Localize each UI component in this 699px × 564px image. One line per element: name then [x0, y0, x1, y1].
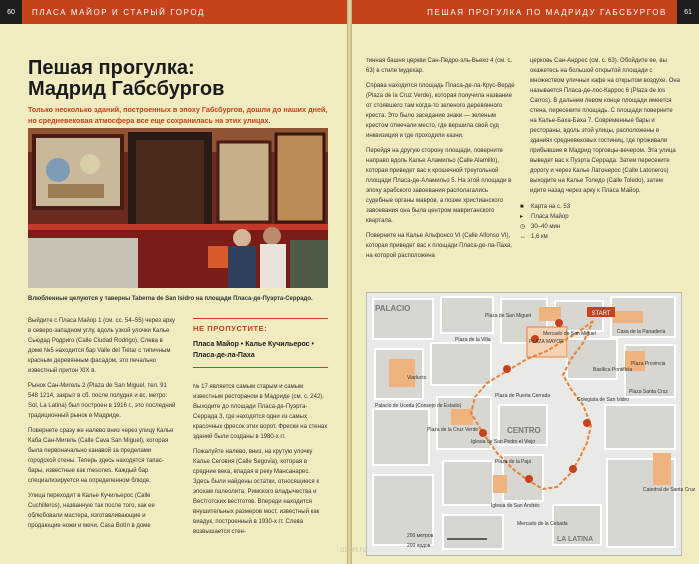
map-label: 200 метров	[407, 533, 434, 539]
map-label: START	[591, 311, 611, 317]
map-label: Iglesia de San Pedro el Viejo	[471, 439, 536, 445]
distance-icon: ↔	[520, 234, 526, 240]
paragraph: церковь Сан-Андрес (см. с. 63). Обойдите ее, вы окажетесь на большой открытой площади с множеством уличных кафе на открытом воздухе. Она называется Пласа-де-лос-Каррос 6 (Plaza de los Carros). В дальнем левом конце площади имеется стена, пересеките площадь. С площади поверните на Калье-Баха-Баха 7. Современные бары и рестораны, вдоль этой улицы, расположены в зданиях средневековых гостиниц, где проживали прибывшие в Мадрид торговцы-вечером. Эта улица выведет вас к Пуэрта Серрада. Затем пересеките дорогу и через Калье Латонерос (Calle Latoneros) выходите на Калье Толедо (Calle Toledo), затем идите назад через арку к Пласа Майор.	[530, 58, 681, 194]
map-label: Plaza de Puerta Cerrada	[495, 393, 551, 399]
info-row	[520, 212, 610, 222]
dont-miss-text: Пласа Майор • Калье Кучильерос • Пласа-де-ла-Паха	[193, 339, 328, 368]
dont-miss-header: НЕ ПРОПУСТИТЕ:	[193, 318, 328, 333]
map-label: Palacio de Uceda (Consejo de Estado)	[375, 403, 462, 409]
map-label: Plaza de San Miguel	[485, 313, 531, 319]
tavern-photo-illustration	[28, 128, 328, 288]
right-column-2	[530, 56, 680, 201]
map-label: Plaza de la Cruz Verde	[427, 427, 479, 433]
info-row	[520, 232, 610, 242]
page-title	[28, 58, 224, 100]
map-label: Iglesia de San Andrés	[491, 503, 540, 509]
map-label: Mercado de San Miguel	[543, 331, 596, 337]
map-illustration	[367, 293, 696, 555]
map-label: Basílica Pontificia	[593, 367, 633, 373]
paragraph: Поверните на Калье Альфонсо VI (Calle Alfonso VI), которая приведет вас к площади Пласа-де-ла-Паха, на которой расположена	[366, 233, 512, 259]
map-label: Plaza de la Villa	[455, 337, 491, 343]
title-line-1: Пешая прогулка:	[28, 57, 195, 79]
paragraph: Рынок Сан-Мигель 2 (Plaza de San Miguel, тел. 91 548 1214, закрыт в сб. после полудня и вс, метро: Sol, La Latina) был построен в 1916 г., это последний традиционный рынок в Мадриде.	[28, 383, 176, 419]
map-label: LA LATINA	[557, 536, 594, 543]
dont-miss-box	[193, 318, 328, 368]
walk-info	[520, 202, 610, 242]
map-label: Plaza Santa Cruz	[629, 389, 668, 395]
right-column-1	[366, 56, 516, 266]
photo-caption: Влюбленные целуются у таверны Taberna de San Isidro на площади Пласа-де-Пуэрта-Серрадо.	[28, 296, 313, 302]
map-label: Viaducto	[407, 375, 427, 381]
info-text: 1,6 км	[531, 234, 548, 240]
start-icon: ▸	[520, 214, 524, 220]
left-column-1	[28, 316, 178, 536]
page-number: 61	[677, 0, 699, 24]
running-header	[352, 0, 699, 24]
map-label: PALACIO	[375, 304, 411, 313]
map-label: Catedral de Santa Cruz	[643, 487, 696, 493]
map-label: Colegiata de San Isidro	[577, 397, 629, 403]
running-header	[0, 0, 347, 24]
map-label: CENTRO	[507, 426, 541, 435]
right-page	[352, 0, 699, 564]
paragraph: Повернете сразу же налево вниз через улицу Калье Каба Сан-Мигель (Calle Cava San Miguel), которая была первоначально канавой за пределами городской стены. Теперь здесь находятся тапас-бары, известные как mesones. Каждый бар специализируется на определенном блюде.	[28, 428, 174, 484]
paragraph: Пожалуйте налево, вниз, на крутую улочку Калье Сеговия (Calle Segovia), которая в средние века, впадая в реку Мансанарес. Здесь были найдены остатки, относящиеся к эпохам палеолита, Римского владычества и Вестготских вестготов. Впереди находится внушительных размеров мост, известный как виадук, построенный в 1930-х гг. Слева возвышается стен-	[193, 449, 320, 535]
paragraph: Выйдите с Пласа Майор 1 (см. сс. 54–55) через арку в северо-западном углу, вдоль узкой улочки Калье Сьюдад Родриго (Calle Ciudad Rodrigo). Слева в доме №5 находится бар Valle del Tiétar с типичным красным деревянным фасадом, это печально известный притон XIX в.	[28, 318, 176, 374]
running-head-text: ПЛАСА МАЙОР И СТАРЫЙ ГОРОД	[32, 7, 206, 17]
time-icon: ◷	[520, 224, 526, 230]
map-label: Mercado de la Cebada	[517, 521, 568, 527]
paragraph: № 17 является самым старым и самым известным рестораном в Мадриде (см. с. 242). Выходите до площади Пласа-де-Пуэрта-Серрада 3, где находятся одни из самых красочных фресок этих ворот. Фрески на стенах зданий были созданы в 1980-х гг.	[193, 384, 328, 440]
map-icon: ■	[520, 204, 524, 210]
map-label: Plaza Provincia	[631, 361, 666, 367]
map-label: Plaza de la Paja	[495, 459, 532, 465]
info-text: 30–40 мин	[531, 224, 561, 230]
info-row	[520, 222, 610, 232]
title-line-2: Мадрид Габсбургов	[28, 78, 225, 100]
paragraph: Улица переходит в Калье Кучильерос (Calle Cuchilleros), названную так после того, как ее облюбовали мастера, изготавливающие и продающие ножи и мечи. Casa Botín в доме	[28, 493, 155, 529]
walk-map	[366, 292, 696, 556]
running-head-text: ПЕШАЯ ПРОГУЛКА ПО МАДРИДУ ГАБСБУРГОВ	[427, 7, 667, 17]
paragraph: Перейдя на другую сторону площади, поверните направо вдоль Калье Аламильо (Calle Alamillo), которая приведет вас к крошечной треугольной площади Пласа-де-Аламильо 5. На этой площади в эпоху арабского завоевания располагались судебные органы мавров, а позже христианского завоевания она была центром мавританского квартала.	[366, 148, 512, 224]
map-label: 200 ярдов	[407, 543, 431, 549]
info-text: Пласа Майор	[531, 214, 569, 220]
left-page	[0, 0, 347, 564]
paragraph: Справа находится площадь Пласа-де-ла-Крус-Верде (Plaza de la Cruz Verde), которая получила название от стоявшего там когда-то зеленого деревянного креста. Это было заседание знаки — зеленым крестом отмечали место, где вершила свой суд инквизиция и где проходили казни.	[366, 83, 515, 139]
info-row	[520, 202, 610, 212]
info-text: Карта на с. 53	[531, 204, 571, 210]
paragraph: тинная башня церкви Сан-Педро-эль-Вьехо 4 (см. с. 63) в стиле мудехар.	[366, 58, 513, 74]
page-number: 60	[0, 0, 22, 24]
map-label: PLAZA MAYOR	[529, 339, 564, 345]
lead-paragraph: Только несколько зданий, построенных в эпоху Габсбургов, дошли до наших дней, но средневековая атмосфера все еще сохранилась на этих улицах.	[28, 105, 328, 125]
map-label: Casa de la Panadería	[617, 329, 666, 335]
watermark: ozon.ru	[340, 545, 367, 554]
left-column-2	[193, 382, 328, 542]
tavern-photo	[28, 128, 328, 288]
